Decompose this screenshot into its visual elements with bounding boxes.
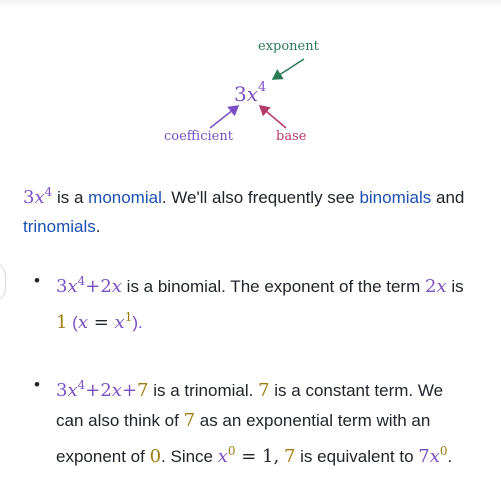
list-item-binomial	[34, 266, 464, 338]
trinomials-link[interactable]: trinomials	[23, 217, 96, 236]
trinomial-expression	[56, 380, 149, 401]
b2-plus-2: +	[121, 380, 138, 401]
exponent-arrow	[273, 59, 304, 79]
b2-term1-exp: 4	[77, 378, 86, 392]
b1-eq-lhs: x	[77, 312, 88, 333]
b1-identity-math	[78, 312, 132, 333]
base-label: base	[276, 129, 307, 144]
b1-term-math	[425, 276, 447, 297]
intro-monomial-math	[23, 187, 52, 208]
exponent-label: exponent	[258, 39, 319, 54]
b1-term1-coef: 3	[56, 276, 68, 297]
b2-since-exp: 0	[227, 444, 236, 458]
coefficient-label: coefficient	[164, 129, 233, 144]
binomial-expression	[56, 276, 122, 297]
b2-since-math	[218, 446, 280, 467]
monomial-expression	[234, 82, 266, 106]
monomial-link[interactable]: monomial	[88, 188, 162, 207]
b1-text-1: is a binomial. The exponent of the term	[121, 277, 425, 296]
b2-term2-coef: 2	[100, 380, 112, 401]
b2-text-2: is a constant term. We can also think of	[56, 381, 444, 430]
side-panel-edge[interactable]	[0, 262, 6, 302]
b2-term3-constant: 7	[137, 380, 149, 401]
monomial-exponent: 4	[258, 80, 267, 96]
b1-text-2: is	[446, 277, 464, 296]
monomial-coefficient: 3	[234, 82, 247, 106]
monomial-diagram	[0, 0, 501, 165]
b2-text-3: as an exponential term with an exponent of	[56, 411, 431, 466]
b2-plus-1: +	[85, 380, 101, 401]
examples-list	[34, 266, 464, 472]
intro-text-2: . We'll also frequently see	[161, 188, 360, 207]
b2-text-7: .	[447, 447, 453, 466]
coefficient-arrow	[210, 106, 238, 128]
monomial-base: x	[246, 82, 259, 106]
intro-math-base: x	[34, 187, 45, 208]
list-item-trinomial	[34, 370, 464, 472]
b2-zero: 0	[149, 446, 162, 467]
b2-since-eq: = 1,	[235, 446, 280, 467]
b1-term-var: x	[436, 276, 447, 297]
intro-paragraph	[23, 178, 483, 241]
b1-term1-exp: 4	[77, 274, 86, 288]
b2-seven-1: 7	[258, 380, 270, 401]
b1-paren-open: (	[67, 313, 78, 332]
intro-text-4: .	[95, 217, 101, 236]
b1-term-coef: 2	[424, 276, 437, 297]
b2-text-4: . Since	[161, 447, 218, 466]
b2-since-var: x	[217, 446, 228, 467]
b2-term1-coef: 3	[56, 380, 68, 401]
intro-math-exp: 4	[44, 185, 53, 199]
b1-one: 1	[56, 312, 68, 333]
b1-paren-close: ).	[132, 313, 143, 332]
b2-equivalent-math	[418, 446, 447, 467]
b1-eq-exp: 1	[124, 310, 133, 324]
b1-term2-coef: 2	[100, 276, 112, 297]
b1-plus: +	[85, 276, 101, 297]
b2-term1-var: x	[67, 380, 78, 401]
b1-eq-sign: =	[88, 312, 115, 333]
b2-term2-var: x	[111, 380, 122, 401]
b2-eqv-coef: 7	[418, 446, 430, 467]
b2-text-6: is equivalent to	[295, 447, 419, 466]
b2-eqv-exp: 0	[439, 444, 448, 458]
b2-eqv-var: x	[429, 446, 440, 467]
intro-text-3: and	[431, 188, 465, 207]
intro-math-coef: 3	[23, 187, 35, 208]
b2-text-1: is a trinomial.	[148, 381, 259, 400]
b1-term1-var: x	[67, 276, 78, 297]
b1-eq-rhs: x	[114, 312, 125, 333]
b2-seven-3: 7	[283, 446, 296, 467]
intro-text-1: is a	[52, 188, 89, 207]
base-arrow	[260, 106, 286, 128]
binomials-link[interactable]: binomials	[359, 188, 432, 207]
b2-seven-2: 7	[183, 410, 196, 431]
b1-term2-var: x	[111, 276, 122, 297]
